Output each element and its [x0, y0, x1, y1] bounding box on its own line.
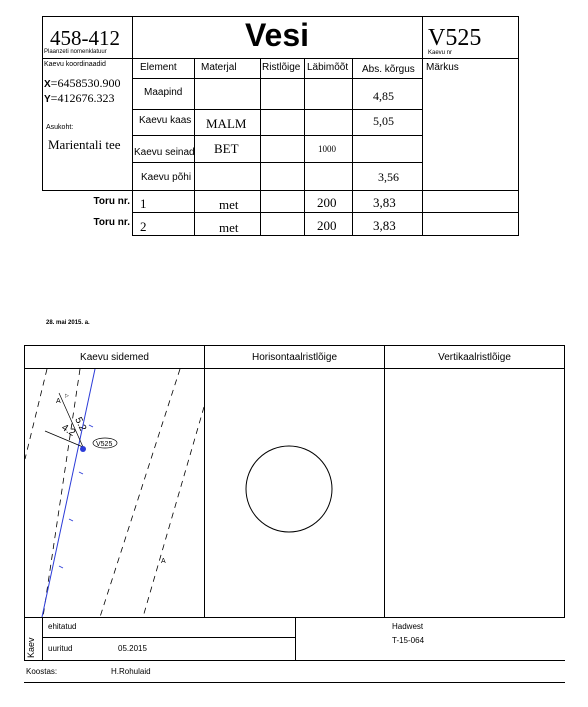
surveyed-label: uuritud — [48, 644, 73, 653]
header-element: Element — [140, 62, 177, 73]
pipe-material: met — [219, 197, 239, 212]
row-element: Kaevu põhi — [141, 172, 192, 183]
pipe-nr: 2 — [140, 219, 147, 234]
built-label: ehitatud — [48, 622, 77, 631]
col-header-vertical: Vertikaalristlõige — [438, 352, 511, 363]
plate-label: Plaanzeti nomenklatuur — [44, 49, 107, 55]
horizontal-section-drawing — [205, 369, 384, 617]
coord-y: Y=412676.323 — [44, 91, 115, 105]
pipe-abs: 3,83 — [373, 195, 396, 210]
location-value: Marientali tee — [48, 137, 121, 152]
row-material: MALM — [206, 116, 247, 131]
company-name: Hadwest — [392, 622, 424, 631]
col-header-horizontal: Horisontaalristlõige — [251, 352, 338, 363]
header-material: Materjal — [201, 62, 237, 73]
header-cross: Ristlõige — [262, 62, 301, 73]
well-marker — [80, 446, 86, 452]
location-label: Asukoht: — [46, 124, 74, 131]
pipe-nr: 1 — [140, 196, 147, 211]
header-note: Märkus — [426, 62, 459, 73]
distance-label: 5.2 — [72, 415, 89, 433]
well-outline-circle — [246, 446, 332, 532]
pipe-label: Toru nr. — [93, 217, 130, 228]
row-abs: 4,85 — [373, 89, 394, 103]
col-header-links: Kaevu sidemed — [80, 352, 149, 363]
pipe-label: Toru nr. — [93, 196, 130, 207]
coords-label: Kaevu koordinaadid — [44, 61, 106, 68]
row-element: Kaevu kaas — [139, 115, 192, 126]
map-label-a: A — [161, 558, 166, 565]
plate-number: 458-412 — [50, 26, 120, 50]
pipe-line — [42, 369, 95, 617]
row-abs: 3,56 — [378, 170, 399, 184]
coord-x: X=6458530.900 — [44, 76, 121, 90]
header-abs: Abs. kõrgus — [362, 64, 415, 75]
author-name: H.Rohulaid — [111, 667, 151, 676]
author-label: Koostas: — [26, 667, 58, 676]
svg-text:▷: ▷ — [65, 393, 69, 399]
document-date: 28. mai 2015. a. — [46, 320, 90, 326]
row-element: Maapind — [144, 87, 183, 98]
row-material: BET — [214, 141, 239, 156]
well-location-map — [25, 369, 204, 617]
distance-label: 4.2 — [59, 422, 78, 439]
header-diameter: Läbimõõt — [307, 62, 349, 73]
well-label: Kaevu nr — [428, 50, 453, 56]
project-code: T-15-064 — [392, 636, 425, 645]
pipe-material: met — [219, 220, 239, 235]
map-label-a: A — [56, 398, 61, 405]
row-abs: 5,05 — [373, 114, 394, 128]
row-diameter: 1000 — [318, 144, 336, 154]
row-element: Kaevu seinad — [134, 147, 195, 158]
pipe-diameter: 200 — [317, 218, 337, 233]
well-tag-label: V525 — [96, 441, 113, 448]
well-number: V525 — [428, 25, 482, 51]
pipe-diameter: 200 — [317, 195, 337, 210]
pipe-abs: 3,83 — [373, 218, 396, 233]
surveyed-date: 05.2015 — [118, 644, 147, 653]
document-title: Vesi — [244, 17, 310, 53]
kaev-label: Kaev — [26, 637, 36, 658]
